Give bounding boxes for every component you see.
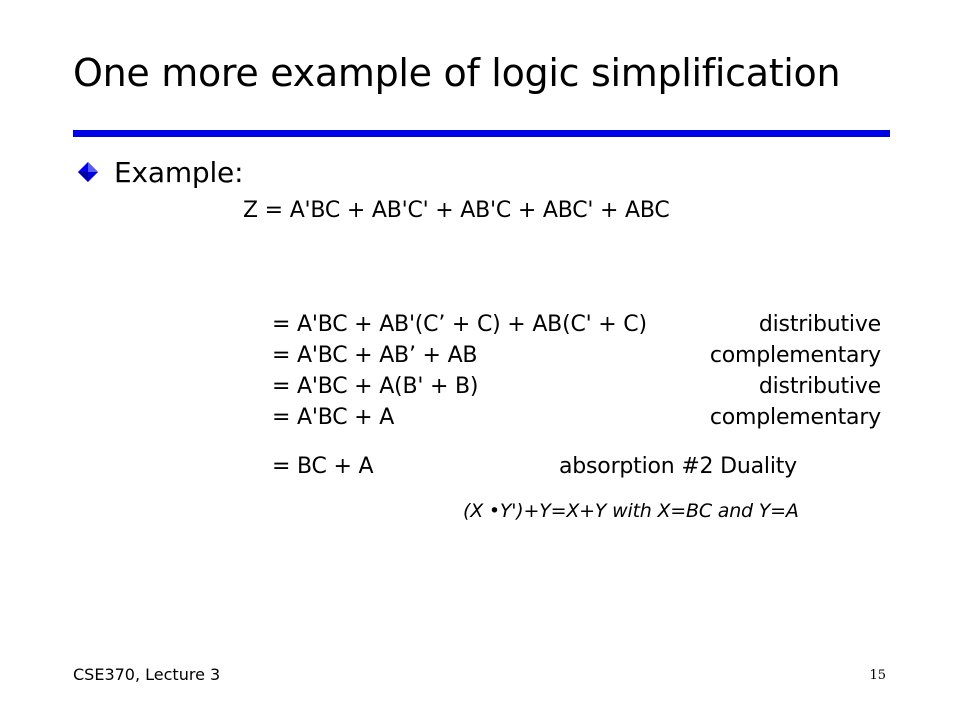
slide-title: One more example of logic simplification	[73, 51, 841, 95]
title-underline-bar	[73, 130, 890, 137]
bullet-item	[78, 152, 243, 192]
equation-step-3: = A'BC + A(B' + B)	[272, 374, 479, 399]
bullet-text: Example:	[114, 155, 244, 189]
rule-label-step-2: complementary	[709, 343, 881, 368]
footer-course-label: CSE370, Lecture 3	[73, 665, 221, 684]
equation-step-2: = A'BC + AB’ + AB	[272, 343, 478, 368]
rule-label-step-3: distributive	[758, 374, 881, 399]
equation-first-line: Z = A'BC + AB'C' + AB'C + ABC' + ABC	[243, 198, 670, 223]
equation-step-5: = BC + A	[272, 454, 374, 479]
rule-label-step-1: distributive	[758, 312, 881, 337]
footer-page-number: 15	[869, 668, 886, 683]
absorption-note: (X •Y')+Y=X+Y with X=BC and Y=A	[463, 500, 799, 522]
rule-label-step-4: complementary	[709, 405, 881, 430]
equation-step-4: = A'BC + A	[272, 405, 395, 430]
equation-step-1: = A'BC + AB'(C’ + C) + AB(C' + C)	[272, 312, 647, 337]
rule-label-step-5: absorption #2 Duality	[559, 454, 797, 479]
diamond-bullet-icon	[78, 162, 98, 182]
